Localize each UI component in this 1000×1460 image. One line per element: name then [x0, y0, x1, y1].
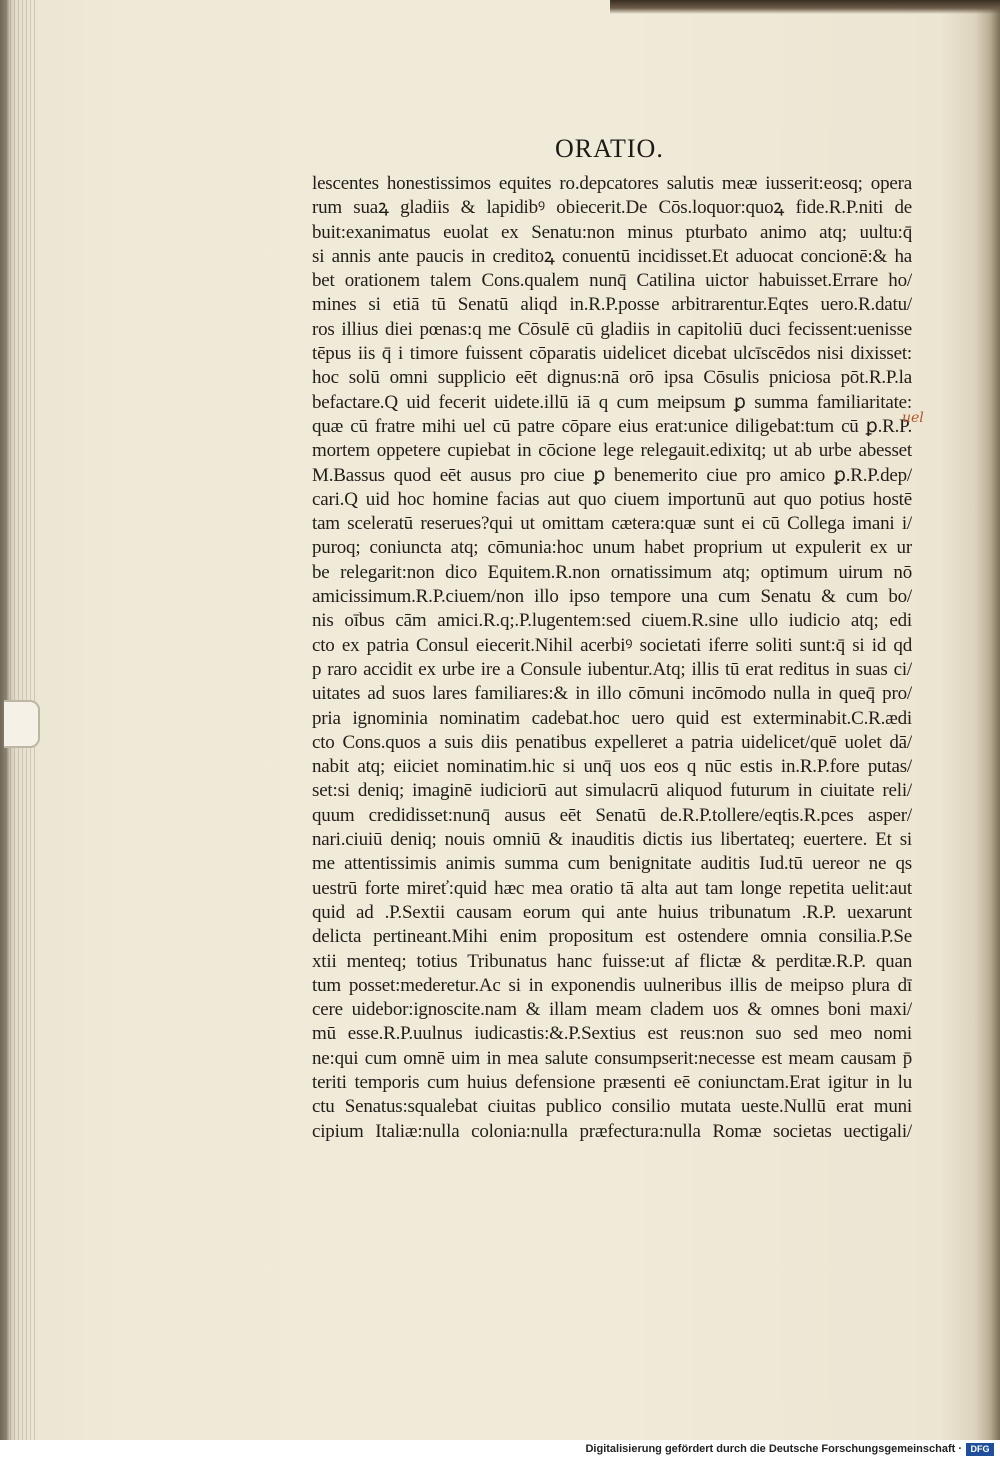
- text-line: me attentissimis animis summa cum benignitate auditis Iud.tū uereor ne qs: [312, 853, 912, 875]
- text-line: nis oībus cām amici.R.q;.P.lugentem:sed ciuem.R.sine ullo iudicio atq; edi: [312, 610, 912, 632]
- text-line: delicta pertineant.Mihi enim propositum est ostendere omnia consilia.P.Se: [312, 926, 912, 948]
- text-line: befactare.Q uid fecerit uidete.illū iā q cum meipsum ꝑ summa familiaritate:: [312, 391, 912, 413]
- text-line: quæ cū fratre mihi uel cū patre cōpare eius erat:unice diligebat:tum cū ꝑ.R.P.: [312, 415, 912, 437]
- text-line: set:si deniq; imaginē iudiciorū aut simulacrū aliquod futurum in ciuitate reli/: [312, 780, 912, 802]
- text-line: rum suaꝝ gladiis & lapidibꝰ obiecerit.De Cōs.loquor:quoꝝ fide.R.P.niti de: [312, 197, 912, 219]
- text-line: tam sceleratū reserues?qui ut omittam cætera:quæ sunt ei cū Collega imani i/: [312, 513, 912, 535]
- page-heading: ORATIO.: [555, 134, 664, 163]
- text-line: cari.Q uid hoc homine facias aut quo ciuem importunū aut quo potius hostē: [312, 488, 912, 510]
- text-line: buit:exanimatus euolat ex Senatu:non minus pturbato animo atq; uultu:q̄: [312, 221, 912, 243]
- text-line: xtii menteq; totius Tribunatus hanc fuisse:ut af flictæ & perditæ.R.P. quan: [312, 950, 912, 972]
- text-line: mortem oppetere cupiebat in cōcione lege relegauit.edixitq; ut ab urbe abesset: [312, 440, 912, 462]
- text-line: cto Cons.quos a suis diis penatibus expelleret a patria uidelicet/quē uolet dā/: [312, 731, 912, 753]
- text-line: quid ad .P.Sextii causam eorum qui ante huius tribunatum .R.P. uexarunt: [312, 901, 912, 923]
- footer-credit: Digitalisierung gefördert durch die Deutsche Forschungsgemeinschaft ·: [585, 1443, 962, 1455]
- text-line: hoc solū omni supplicio eēt dignus:nā orō ipsa Cōsulis pniciosa pōt.R.P.la: [312, 367, 912, 389]
- text-line: ctu Senatus:squalebat ciuitas publico consilio mutata ueste.Nullū erat muni: [312, 1096, 912, 1118]
- text-line: cto ex patria Consul eiecerit.Nihil acerbiꝰ societati iferre soliti sunt:q̄ si id qd: [312, 634, 912, 656]
- margin-annotation: uel: [902, 410, 924, 426]
- text-line: uitates ad suos lares familiares:& in illo cōmuni incōmodo nulla in queq̄ pro/: [312, 683, 912, 705]
- text-line: teriti temporis cum huius defensione præsenti eē coniunctam.Erat igitur in lu: [312, 1071, 912, 1093]
- text-line: si annis ante paucis in creditoꝝ conuentū incidisset.Et aduocat concionē:& ha: [312, 245, 912, 267]
- text-line: tēpus iis q̄ i timore fuissent cōparatis uidelicet dicebat ulcīscēdos nisi dixisset:: [312, 343, 912, 365]
- text-line: puroq; coniuncta atq; cōmunia:hoc unum habet proprium ut expulerit ex ur: [312, 537, 912, 559]
- page-tab-mark: [4, 700, 40, 748]
- text-line: pria ignominia nominatim cadebat.hoc uero quid est exterminabit.C.R.ædi: [312, 707, 912, 729]
- text-line: ne:qui cum omnē uim in mea salute consumpserit:necesse est meam causam p̄: [312, 1047, 912, 1069]
- text-line: amicissimum.R.P.ciuem/non illo ipso tempore una cum Senatu & cum bo/: [312, 586, 912, 608]
- text-line: be relegarit:non dico Equitem.R.non ornatissimum atq; optimum uirum nō: [312, 561, 912, 583]
- footer-bar: [0, 1440, 1000, 1460]
- text-line: nabit atq; eiiciet nominatim.hic si unq̄ uos eos q nūc estis in.R.P.fore putas/: [312, 756, 912, 778]
- binding-shadow: [610, 0, 1000, 14]
- text-line: mines si etiā tū Senatū aliqd in.R.P.posse arbitrarentur.Eqtes uero.R.datu/: [312, 294, 912, 316]
- text-line: mū esse.R.P.uulnus iudicastis:&.P.Sextius est reus:non suo sed meo nomi: [312, 1023, 912, 1045]
- text-line: M.Bassus quod eēt ausus pro ciue ꝑ benemerito ciue pro amico ꝑ.R.P.dep/: [312, 464, 912, 486]
- text-line: nari.ciuiū deniq; nouis omniū & inauditis dictis ius libertateq; euertere. Et si: [312, 829, 912, 851]
- text-line: lescentes honestissimos equites ro.depcatores salutis meæ iusserit:eosq; opera: [312, 173, 912, 194]
- text-block: [312, 172, 912, 1144]
- text-line: tum posset:mederetur.Ac si in exponendis uulneribus illis de meipso plura dī: [312, 974, 912, 996]
- text-line: ros illius diei pœnas:q me Cōsulē cū gladiis in capitoliū duci fecissent:uenisse: [312, 318, 912, 340]
- text-line: uestrū forte mireť:quid hæc mea oratio tā alta aut tam longe repetita uelit:aut: [312, 877, 912, 899]
- dfg-logo-icon: DFG: [966, 1443, 994, 1456]
- text-line: bet orationem talem Cons.qualem nunq̄ Catilina uictor habuisset.Errare ho/: [312, 270, 912, 292]
- text-line: quum credidisset:nunq̄ ausus eēt Senatū de.R.P.tollere/eqtis.R.pces asper/: [312, 804, 912, 826]
- text-line: cipium Italiæ:nulla colonia:nulla præfectura:nulla Romæ societas uectigali/: [312, 1120, 912, 1142]
- text-line: p raro accidit ex urbe ire a Consule iubentur.Atq; illis tū erat reditus in suas ci/: [312, 658, 912, 680]
- text-line: cere uidebor:ignoscite.nam & illam meam cladem uos & omnes boni maxi/: [312, 999, 912, 1021]
